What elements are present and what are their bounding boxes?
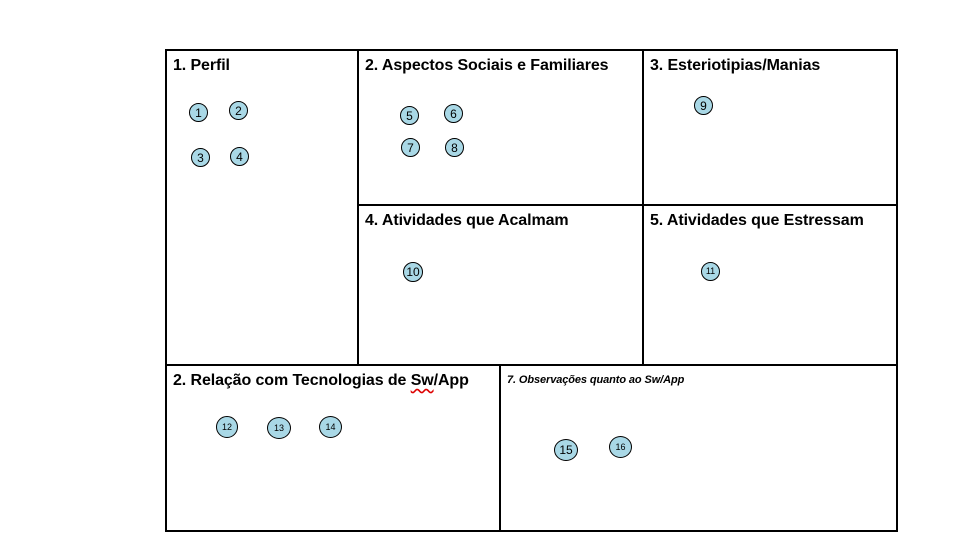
panel-aspectos-title: 2. Aspectos Sociais e Familiares <box>365 57 609 74</box>
marker-14: 14 <box>319 416 342 438</box>
marker-11: 11 <box>701 262 720 281</box>
marker-5: 5 <box>400 106 419 125</box>
relacao-suffix: /App <box>433 372 469 389</box>
panel-observacoes-title: 7. Observações quanto ao Sw/App <box>507 374 685 386</box>
panel-esteriotipias-title: 3. Esteriotipias/Manias <box>650 57 821 74</box>
marker-12: 12 <box>216 416 238 438</box>
relacao-sw: Sw <box>410 372 434 389</box>
panel-aspectos-sociais <box>357 49 644 207</box>
marker-15: 15 <box>554 439 578 461</box>
marker-2: 2 <box>229 101 248 120</box>
relacao-prefix: 2. Relação com Tecnologias de <box>173 372 411 389</box>
marker-6: 6 <box>444 104 463 123</box>
marker-10: 10 <box>403 262 423 282</box>
panel-relacao-title <box>173 372 469 390</box>
marker-16: 16 <box>609 436 632 458</box>
marker-7: 7 <box>401 138 420 157</box>
panel-esteriotipias <box>642 49 898 207</box>
panel-acalmam-title: 4. Atividades que Acalmam <box>365 212 569 229</box>
marker-4: 4 <box>230 147 249 166</box>
panel-atividades-estressam <box>642 204 898 367</box>
marker-13: 13 <box>267 417 291 439</box>
marker-1: 1 <box>189 103 208 122</box>
panel-perfil <box>165 49 359 367</box>
panel-estressam-title: 5. Atividades que Estressam <box>650 212 864 229</box>
panel-perfil-title: 1. Perfil <box>173 57 230 74</box>
marker-9: 9 <box>694 96 713 115</box>
panel-atividades-acalmam <box>357 204 644 367</box>
panel-relacao-tecnologias <box>165 364 502 532</box>
marker-8: 8 <box>445 138 464 157</box>
marker-3: 3 <box>191 148 210 167</box>
